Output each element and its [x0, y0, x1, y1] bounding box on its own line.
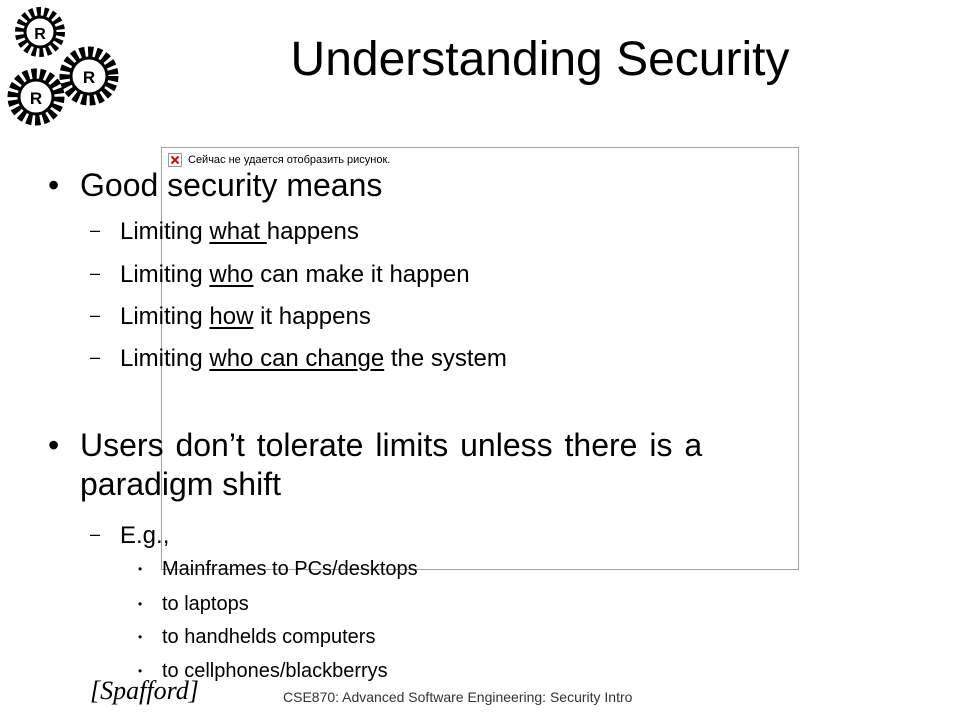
gear-icon [20, 12, 60, 52]
svg-text:R: R [34, 26, 46, 43]
gear-icon [65, 52, 113, 100]
bullet-dot-icon: • [138, 664, 143, 678]
source-citation: [Spafford] [90, 676, 199, 705]
bullet-icon: • [48, 167, 60, 203]
gear-icon [13, 74, 59, 120]
bullet-dot-icon: • [138, 630, 143, 644]
svg-text:R: R [82, 68, 96, 87]
bullet-icon: • [48, 427, 60, 463]
svg-text:R: R [29, 89, 43, 108]
dash-icon: – [90, 305, 101, 325]
gears-logo [0, 0, 132, 132]
footer-course-title: CSE870: Advanced Software Engineering: Security Intro [283, 689, 633, 705]
dash-icon: – [90, 220, 101, 240]
broken-image-alt-text: Сейчас не удается отобразить рисунок. [188, 154, 391, 166]
dash-icon: – [90, 263, 101, 283]
dash-icon: – [90, 524, 101, 544]
broken-image-icon [168, 153, 182, 167]
bullet-dot-icon: • [138, 597, 143, 611]
dash-icon: – [90, 347, 101, 367]
slide-title: Understanding Security [290, 33, 790, 86]
bullet-dot-icon: • [138, 562, 143, 576]
